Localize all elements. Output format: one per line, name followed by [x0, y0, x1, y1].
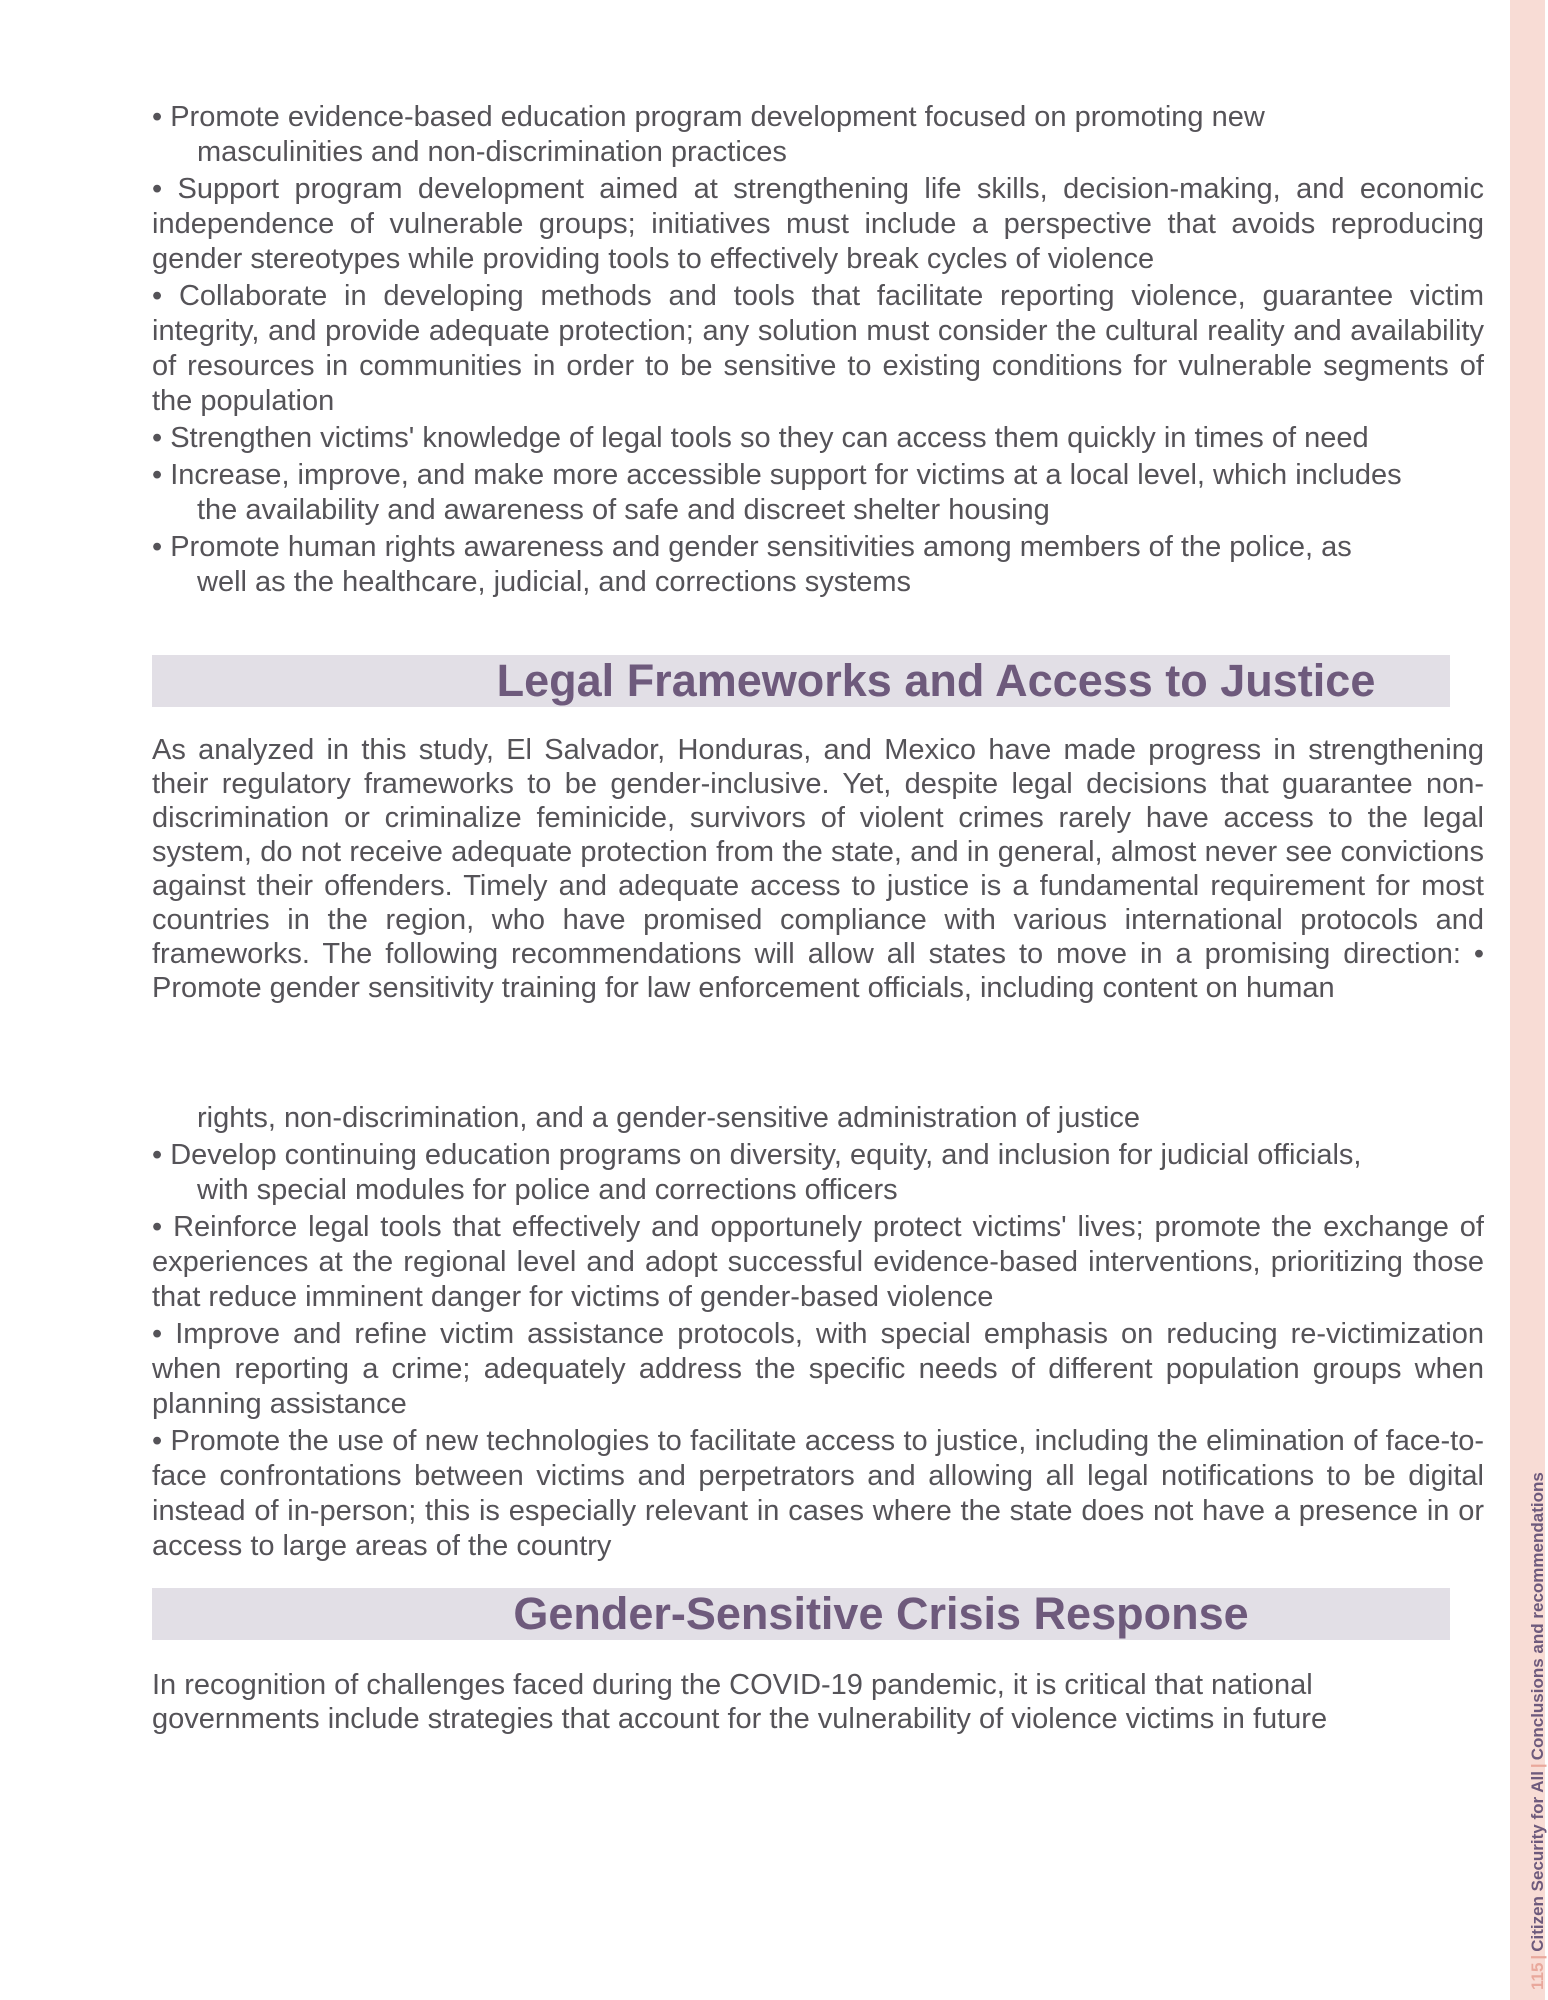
chapter-title: Conclusions and recommendations: [1528, 1472, 1547, 1761]
page-number: 115: [1528, 1962, 1547, 1990]
recommendations-list-legal: [152, 1138, 1484, 1564]
crisis-intro-paragraph: In recognition of challenges faced during the COVID-19 pandemic, it is critical that national governments include strategies that account for the vulnerability of violence victims in future: [152, 1669, 1328, 1735]
section-heading-text: Gender-Sensitive Crisis Response: [513, 1588, 1249, 1639]
publication-title: Citizen Security for All: [1528, 1771, 1547, 1952]
list-item: [152, 1138, 1484, 1208]
list-item-line: • Develop continuing education programs on diversity, equity, and inclusion for judicial officials,: [152, 1139, 1362, 1171]
footer-separator: |: [1528, 1954, 1547, 1960]
running-footer: [1528, 1472, 1548, 1990]
list-item: [152, 458, 1484, 528]
page-content: [152, 100, 1484, 1736]
list-item: • Support program development aimed at strengthening life skills, decision-making, and economic independence of vulnerable groups; initiatives must include a perspective that avoids reproducing gender stereotypes while providing tools to effectively break cycles of violence: [152, 173, 1484, 275]
list-item: • Collaborate in developing methods and tools that facilitate reporting violence, guarantee victim integrity, and provide adequate protection; any solution must consider the cultural reality and availability of resources in communities in order to be sensitive to existing conditions for vulnerable segments of the population: [152, 280, 1484, 417]
list-item-continuation: the availability and awareness of safe and discreet shelter housing: [197, 494, 1050, 526]
list-item-continuation: rights, non-discrimination, and a gender-sensitive administration of justice: [197, 1102, 1140, 1134]
list-item: [152, 100, 1484, 170]
footer-separator-2: |: [1528, 1763, 1547, 1769]
list-item-line: • Promote evidence-based education program development focused on promoting new: [152, 101, 1265, 133]
list-item-continuation: well as the healthcare, judicial, and corrections systems: [197, 566, 912, 598]
list-item: [152, 530, 1484, 600]
section-heading-text: Legal Frameworks and Access to Justice: [496, 655, 1376, 706]
list-item-continuation: masculinities and non-discrimination practices: [197, 136, 787, 168]
list-item: • Strengthen victims' knowledge of legal tools so they can access them quickly in times of need: [152, 422, 1369, 454]
list-item: • Improve and refine victim assistance protocols, with special emphasis on reducing re-victimization when reporting a crime; adequately address the specific needs of different population groups when planning assistance: [152, 1318, 1484, 1420]
list-item: • Promote the use of new technologies to facilitate access to justice, including the elimination of face-to-face confrontations between victims and perpetrators and allowing all legal notifications to be digital instead of in-person; this is especially relevant in cases where the state does not have a presence in or access to large areas of the country: [152, 1425, 1484, 1562]
list-item-continuation: with special modules for police and corrections officers: [197, 1174, 898, 1206]
legal-intro-paragraph: As analyzed in this study, El Salvador, Honduras, and Mexico have made progress in strengthening their regulatory frameworks to be gender-inclusive. Yet, despite legal decisions that guarantee non-discrimination or criminalize feminicide, survivors of violent crimes rarely have access to the legal system, do not receive adequate protection from the state, and in general, almost never see convictions against their offenders. Timely and adequate access to justice is a fundamental requirement for most countries in the region, who have promised compliance with various international protocols and frameworks. The following recommendations will allow all states to move in a promising direction: • Promote gender sensitivity training for law enforcement officials, including content on human: [152, 734, 1484, 1004]
list-item: • Reinforce legal tools that effectively and opportunely protect victims' lives; promote the exchange of experiences at the regional level and adopt successful evidence-based interventions, prioritizing those that reduce imminent danger for victims of gender-based violence: [152, 1211, 1484, 1313]
section-heading-crisis: [152, 1588, 1450, 1640]
recommendations-list-top: [152, 100, 1484, 600]
list-item-line: • Increase, improve, and make more accessible support for victims at a local level, which includes: [152, 459, 1402, 491]
list-item-line: • Promote human rights awareness and gender sensitivities among members of the police, as: [152, 531, 1352, 563]
section-heading-legal: [152, 655, 1450, 707]
